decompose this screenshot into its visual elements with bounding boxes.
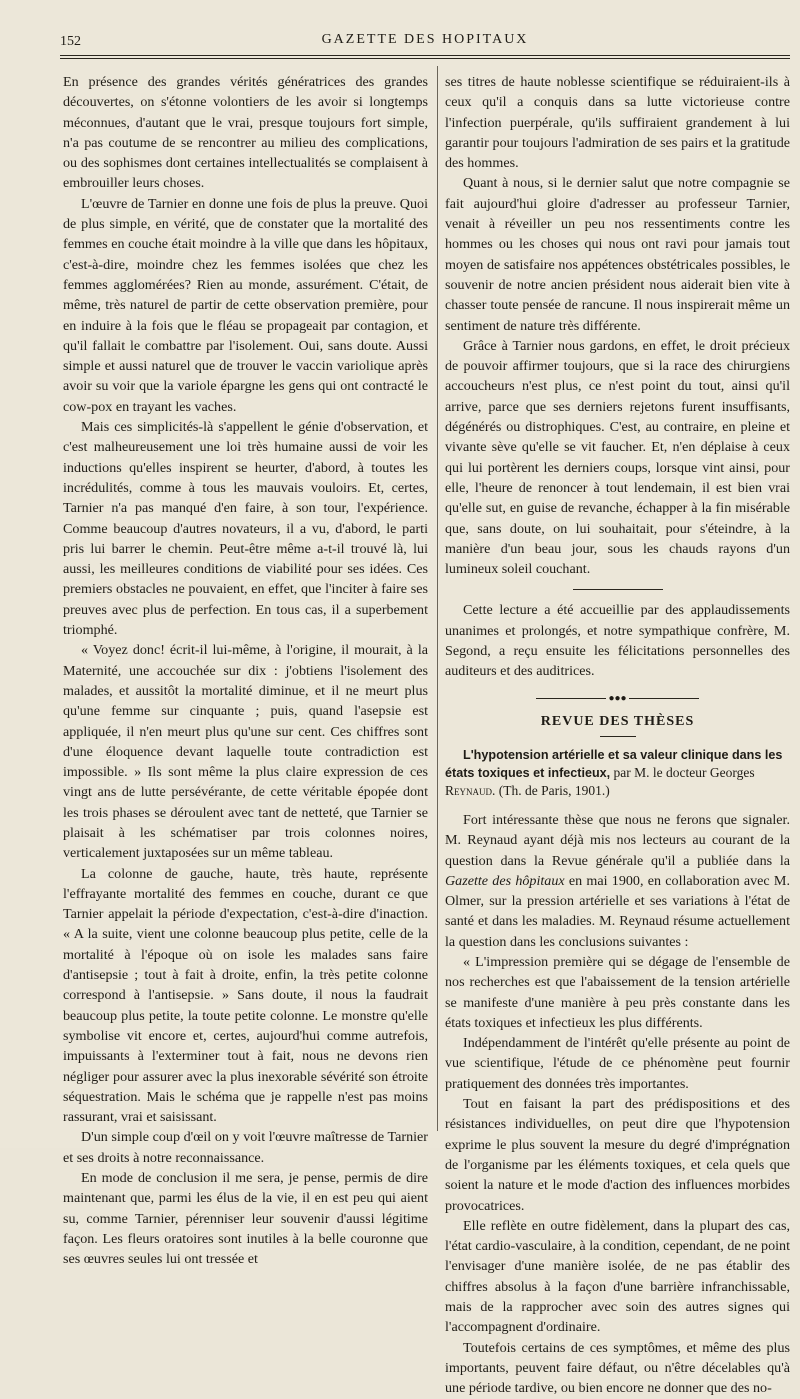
closing-paragraph: Cette lecture a été accueillie par des applaudissements unanimes et prolongés, et notre sympathique confrère, M. Segond, a reçu ensuite les félicitations personnelles des auditeurs et des auditrices. bbox=[445, 602, 790, 680]
paragraph: ses titres de haute noblesse scientifique se réduiraient-ils à ceux qu'il a conquis dans sa lutte victorieuse contre l'infection puerpérale, qu'ils suffiraient grandement à lui garantir pour toujours l'admiration de ses pairs et la gratitude des hommes. bbox=[445, 74, 790, 172]
journal-ref: Gazette des hôpitaux bbox=[445, 872, 565, 889]
left-column bbox=[63, 72, 428, 1270]
page-header bbox=[60, 32, 790, 54]
paragraph: En présence des grandes vérités génératrices des grandes découvertes, on s'étonne volontiers de les avoir si longtemps méconnues, d'autant que le vrai, presque toujours fort simple, n'a pas coutume de se rencontrer au milieu des complications, ou des sophismes dont certaines intellectualités se complaisent à embrouiller leurs choses. bbox=[63, 74, 428, 192]
paragraph: Grâce à Tarnier nous gardons, en effet, le droit précieux de pouvoir affirmer toujours, que si la race des chirurgiens accoucheurs n'est plus, ce n'est point du tout, ainsi qu'il arrive, parce que ses derniers rejetons furent insuffisants, dégénérés ou distrophiques. C'est, au contraire, en pleine et vivante sève qu'elle se vit faucher. Et, n'en déplaise à ceux qui lui portèrent les derniers coups, lorsque vint ainsi, pour elle, l'heure de renoncer à tout lendemain, il est bien vrai qu'elle sut, en guise de revanche, échapper à la fin misérable que, sans doute, on lui souhaitait, pour s'éteindre, à la manière d'un beau jour, sous les chauds rayons d'un lumineux soleil couchant. bbox=[445, 337, 790, 578]
paragraph: Elle reflète en outre fidèlement, dans la plupart des cas, l'état cardio-vasculaire, à la condition, cependant, de ne point l'envisager d'une manière isolée, de ne pas établir des chiffres absolus à la façon d'une barrière infranchissable, mais de la rapprocher avec soin des autres signes qui l'accompagnent d'ordinaire. bbox=[445, 1217, 790, 1336]
paragraph: La colonne de gauche, haute, très haute, représente l'effrayante mortalité des femmes en couche, durant ce que Tarnier appelait la période d'expectation, c'est-à-dire d'inaction. « A la suite, vient une colonne beaucoup plus petite, celle de la mortalité à l'époque où on isole les malades sans faire d'antisepsie ; tout à fait à droite, enfin, la très petite colonne correspond à l'antisepsie. » Sans doute, il nous la faudrait beaucoup plus petite, la toute petite colonne. Le monstre qu'elle symbolise vit encore et, certes, aujourd'hui comme autrefois, impuissants à l'exterminer tout à fait, nous ne devons rien négliger pour assurer avec la plus inexorable sévérité son étroite séquestration. Mais le schéma que je rappelle n'est pas moins rassurant, vrai et saisissant. bbox=[63, 865, 428, 1126]
paragraph: Indépendamment de l'intérêt qu'elle présente au point de vue scientifique, l'étude de ce phénomène peut fournir pratiquement des données très importantes. bbox=[445, 1035, 790, 1092]
journal-title: GAZETTE DES HOPITAUX bbox=[321, 32, 529, 47]
page-number: 152 bbox=[60, 34, 81, 49]
paragraph: « L'impression première qui se dégage de l'ensemble de nos recherches est que l'abaissement de la tension artérielle se manifeste d'une manière à peu près constante dans les états toxiques et infectieux les plus différents. bbox=[445, 953, 790, 1031]
separator-rule bbox=[573, 589, 663, 590]
paragraph: Mais ces simplicités-là s'appellent le génie d'observation, et c'est malheureusement une loi très humaine aussi de voir les inductions qu'elles inspirent se heurter, d'abord, à toutes les incrédulités, comme à tous les mauvais vouloirs. Et, certes, Tarnier n'a pas manqué d'en faire, à son tour, l'expérience. Comme beaucoup d'autres novateurs, il a vu, d'abord, le parti pris lui barrer le chemin. Peut-être même a-t-il trouvé là, lui aussi, les meilleures conditions de viabilité pour ses idées. Ces premiers obstacles ne pouvaient, en effet, que l'inciter à faire ses preuves avec plus de perfection. En tous cas, il a superbement triomphé. bbox=[63, 419, 428, 639]
header-rule-bottom bbox=[60, 58, 790, 59]
article-heading bbox=[445, 747, 790, 800]
paragraph: En mode de conclusion il me sera, je pense, permis de dire maintenant que, parmi les élus de la vie, il en est peu qui aient su, comme Tarnier, pérenniser leur souvenir d'aussi légitime façon. Les fleurs oratoires sont inutiles à la belle couronne que ses œuvres seules lui ont tressée et bbox=[63, 1170, 428, 1268]
article-author: Reynaud bbox=[445, 782, 492, 798]
paragraph: L'œuvre de Tarnier en donne une fois de plus la preuve. Quoi de plus simple, en vérité, que de constater que la mortalité des femmes en couche était moindre à la ville que dans les hôpitaux, c'est-à-dire, moindre chez les femmes isolées que chez les femmes agglomérées? Rien au monde, assurément. C'était, de même, très naturel de partir de cette observation première, pour en induire à la fois que le fléau se propageait par contagion, et qu'il fallait le combattre par l'isolement. Oui, sans doute. Aussi simple et aussi naturel que de trouver le vaccin variolique après avoir su voir que la variole épargne les gens qui ont contracté le cow-pox en trayant les vaches. bbox=[63, 195, 428, 415]
article-title: L'hypotension artérielle et sa valeur clinique dans les états toxiques et infectieux, bbox=[445, 747, 783, 780]
paragraph: D'un simple coup d'œil on y voit l'œuvre maîtresse de Tarnier et ses droits à notre reconnaissance. bbox=[63, 1129, 428, 1166]
section-title: REVUE DES THÈSES bbox=[540, 713, 695, 729]
paragraph: Fort intéressante thèse que nous ne ferons que signaler. M. Reynaud ayant déjà mis nos lecteurs au courant de la question dans la Revue générale qu'il a publiée dans la Gazette des hôpitaux en mai 1900, en collaboration avec M. Olmer, sur la pression artérielle et ses variations à l'état de santé et dans les maladies. M. Reynaud résume actuellement la question dans les conclusions suivantes : bbox=[445, 811, 790, 950]
paragraph: « Voyez donc! écrit-il lui-même, à l'origine, il mourait, à la Maternité, une accouchée sur dix : j'obtiens l'isolement des malades, et aussitôt la mortalité diminue, et il ne meurt plus qu'une femme sur cinquante ; puis, quand l'asepsie est appliquée, il n'en meurt plus qu'une sur cent. Ces chiffres sont d'une éloquence devant laquelle toute contradiction est impossible. » Ils sont même la plus claire expression de ces vingt ans de lutte persévérante, de cette véritable épopée dont les trois phases se déroulent avec tant de netteté, que Tarnier se plaisait à les schématiser par trois colonnes noires, verticalement juxtaposées sur un même tableau. bbox=[63, 642, 428, 862]
section-title-rule bbox=[600, 736, 636, 737]
paragraph: Tout en faisant la part des prédispositions et des résistances individuelles, on peut dire que l'hypotension exprime le plus souvent la mesure du degré d'imprégnation de l'organisme par les éléments toxiques, et cela quels que soient la nature et le mode d'action des influences morbides provocatrices. bbox=[445, 1096, 790, 1214]
column-divider bbox=[437, 66, 438, 1131]
right-column bbox=[445, 72, 790, 1399]
paragraph: Toutefois certains de ces symptômes, et même des plus importants, peuvent faire défaut, ou n'être décelables qu'à une période tardive, ou bien encore ne donner que des no- bbox=[445, 1339, 790, 1397]
paragraph: Quant à nous, si le dernier salut que notre compagnie se fait aujourd'hui gloire d'adresser au professeur Tarnier, venait à réveiller un peu nos ressentiments contre les hommes ou les choses qui nous ont ravi pour jamais tout moyen de satisfaire nos appétences obstétricales possibles, le souvenir de notre ancien président nous aiderait bien vite à chasser toute pensée de rancune. Il nous inspirerait même un sentiment de nature très différente. bbox=[445, 175, 790, 334]
article-byline: par M. le docteur Georges bbox=[610, 764, 755, 780]
header-rule-top bbox=[60, 55, 790, 56]
article-citation: . (Th. de Paris, 1901.) bbox=[492, 782, 610, 798]
section-ornament: ●●● bbox=[445, 694, 790, 704]
